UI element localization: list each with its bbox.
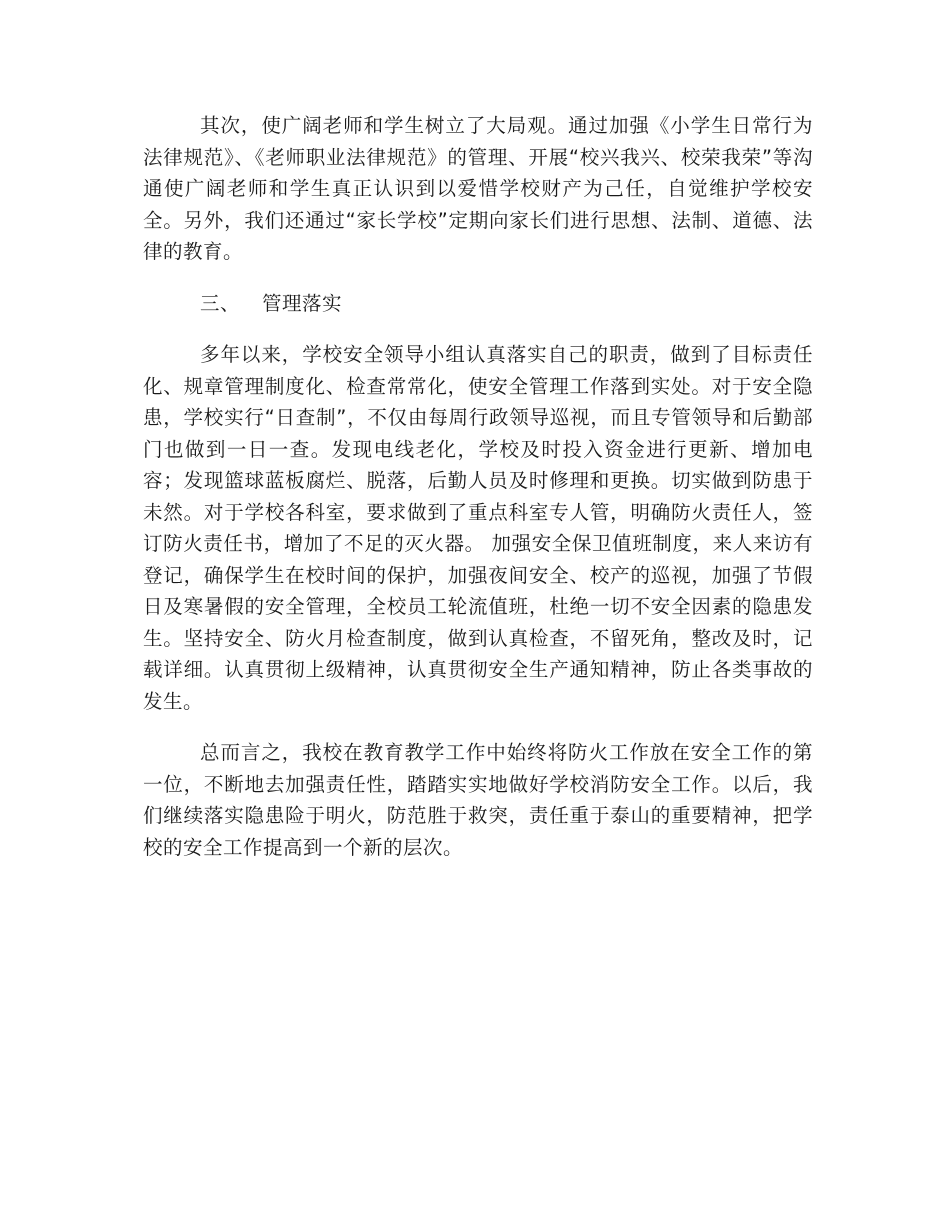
- paragraph-1: 其次，使广阔老师和学生树立了大局观。通过加强《小学生日常行为法律规范》、《老师职业法律规范》的管理、开展“校兴我兴、校荣我荣”等沟通使广阔老师和学生真正认识到以爱惜学校财产为己任，自觉维护学校安全。另外，我们还通过“家长学校”定期向家长们进行思想、法制、道德、法律的教育。: [143, 114, 813, 263]
- section-title: 管理落实: [262, 291, 343, 315]
- section-number: 三、: [200, 291, 241, 315]
- paragraph-3: 总而言之，我校在教育教学工作中始终将防火工作放在安全工作的第一位，不断地去加强责任性，踏踏实实地做好学校消防安全工作。以后，我们继续落实隐患险于明火，防范胜于救突，责任重于泰山的重要精神，把学校的安全工作提高到一个新的层次。: [143, 741, 813, 859]
- section-heading: [143, 288, 813, 320]
- paragraph-2: 多年以来，学校安全领导小组认真落实自己的职责，做到了目标责任化、规章管理制度化、检查常常化，使安全管理工作落到实处。对于安全隐患，学校实行“日查制”，不仅由每周行政领导巡视，而且专管领导和后勤部门也做到一日一查。发现电线老化，学校及时投入资金进行更新、增加电容；发现篮球蓝板腐烂、脱落，后勤人员及时修理和更换。切实做到防患于未然。对于学校各科室，要求做到了重点科室专人管，明确防火责任人，签订防火责任书，增加了不足的灭火器。 加强安全保卫值班制度，来人来访有登记，确保学生在校时间的保护，加强夜间安全、校产的巡视，加强了节假日及寒暑假的安全管理，全校员工轮流值班，杜绝一切不安全因素的隐患发生。坚持安全、防火月检查制度，做到认真检查，不留死角，整改及时，记载详细。认真贯彻上级精神，认真贯彻安全生产通知精神，防止各类事故的发生。: [143, 343, 813, 713]
- document-body: [143, 110, 813, 883]
